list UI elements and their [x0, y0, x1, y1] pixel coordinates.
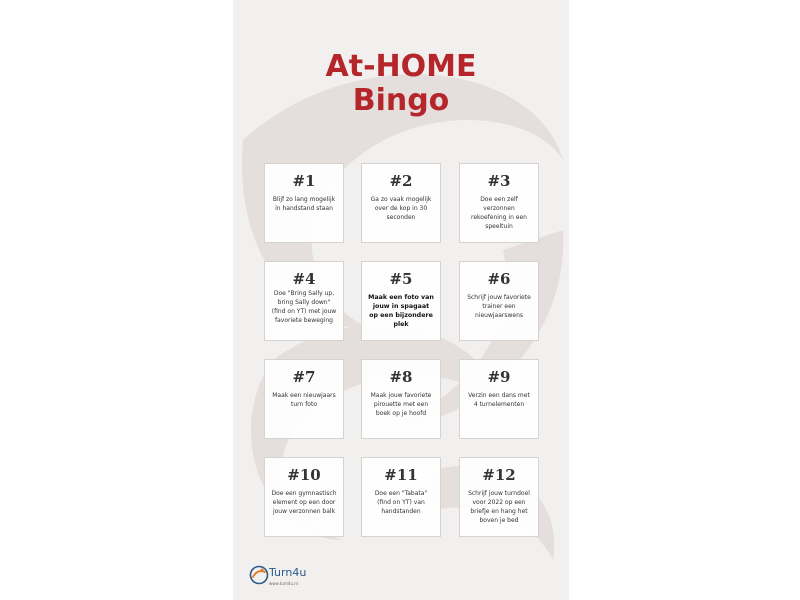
bingo-card-5: [361, 261, 441, 341]
card-task: Doe een zelf verzonnen rekoefening in een speeltuin: [470, 196, 527, 230]
card-task: Doe "Bring Sally up, bring Sally down" (find on YT) met jouw favoriete beweging: [271, 290, 337, 324]
card-number: #8: [389, 368, 413, 386]
card-task: Maak een nieuwjaars turn foto: [272, 392, 336, 408]
card-task: Maak een foto van jouw in spagaat op een bijzondere plek: [368, 294, 434, 328]
card-number: #9: [487, 368, 511, 386]
gymnast-logo-icon: [249, 565, 269, 585]
title-line-1: At-HOME: [325, 49, 477, 84]
card-number: #11: [384, 466, 418, 484]
card-task: Schrijf jouw turndoel voor 2022 op een briefje en hang het boven je bed: [468, 490, 530, 524]
title-line-2: Bingo: [352, 83, 450, 118]
card-number: #5: [389, 270, 413, 288]
bingo-card-11: [361, 457, 441, 537]
bingo-card-4: [264, 261, 344, 341]
bingo-card-1: [264, 163, 344, 243]
bingo-card-6: [459, 261, 539, 341]
card-number: #1: [292, 172, 316, 190]
card-task: Doe een gymnastisch element op een door jouw verzonnen balk: [271, 490, 337, 515]
card-number: #6: [487, 270, 511, 288]
bingo-poster: [233, 0, 569, 600]
card-number: #10: [287, 466, 321, 484]
bingo-card-9: [459, 359, 539, 439]
card-number: #3: [487, 172, 511, 190]
card-number: #2: [389, 172, 413, 190]
bingo-card-7: [264, 359, 344, 439]
card-number: #7: [292, 368, 316, 386]
bingo-card-8: [361, 359, 441, 439]
card-task: Doe een "Tabata" (find on YT) van handstanden: [374, 490, 428, 515]
card-task: Schrijf jouw favoriete trainer een nieuwjaarswens: [467, 294, 531, 319]
turn4u-logo: [249, 565, 319, 593]
card-task: Blijf zo lang mogelijk in handstand staan: [272, 196, 336, 212]
card-number: #4: [292, 270, 316, 288]
card-number: #12: [482, 466, 516, 484]
card-task: Verzin een dans met 4 turnelementen: [468, 392, 530, 408]
card-task: Ga zo vaak mogelijk over de kop in 30 seconden: [370, 196, 432, 221]
logo-url: www.turn4u.nl: [269, 581, 298, 586]
bingo-card-12: [459, 457, 539, 537]
bingo-card-10: [264, 457, 344, 537]
card-task: Maak jouw favoriete pirouette met een boek op je hoofd: [370, 392, 432, 417]
bingo-card-2: [361, 163, 441, 243]
bingo-card-3: [459, 163, 539, 243]
logo-name: Turn4u: [269, 566, 307, 579]
